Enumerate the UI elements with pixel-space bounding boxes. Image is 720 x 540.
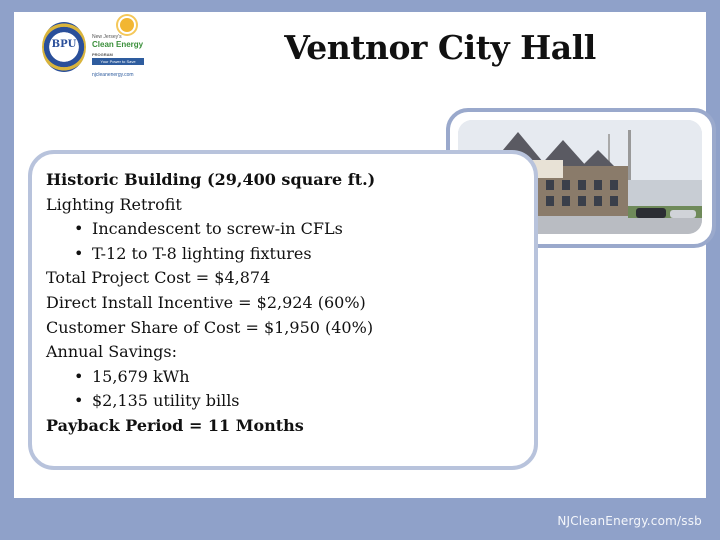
subitem-text: Incandescent to screw-in CFLs: [92, 219, 343, 239]
clean-energy-name: [92, 40, 143, 59]
body-subitem-kwh: [46, 365, 526, 390]
clean-energy-program-text: PROGRAM: [92, 52, 113, 57]
clean-energy-url: njcleanenergy.com: [92, 72, 134, 78]
bullet-icon: •: [74, 243, 84, 263]
subitem-text: $2,135 utility bills: [92, 391, 240, 411]
body-text: [46, 168, 526, 439]
body-line-annual-savings: Annual Savings:: [46, 342, 178, 362]
logo-group: [36, 14, 152, 84]
body-subitem-t8: [46, 242, 526, 267]
body-line-payback: Payback Period = 11 Months: [46, 415, 304, 435]
clean-energy-small-text: New Jersey's: [92, 34, 122, 40]
body-subitem-bills: [46, 389, 526, 414]
bpu-seal-logo: [42, 22, 86, 72]
bullet-icon: •: [74, 219, 84, 239]
body-line-customer-share: Customer Share of Cost = $1,950 (40%): [46, 317, 374, 337]
body-line-incentive: Direct Install Incentive = $2,924 (60%): [46, 292, 366, 312]
body-line-building: Historic Building (29,400 square ft.): [46, 170, 376, 189]
slide-title: Ventnor City Hall: [284, 28, 596, 67]
subitem-text: T-12 to T-8 lighting fixtures: [92, 243, 312, 263]
footer-url: NJCleanEnergy.com/ssb: [557, 514, 702, 528]
bullet-icon: •: [74, 366, 84, 386]
clean-energy-name-text: Clean Energy: [92, 40, 144, 49]
bpu-seal-text: BPU: [51, 39, 77, 50]
body-subitem-cfl: [46, 217, 526, 242]
clean-energy-tagline: Your Power to Save: [92, 58, 144, 65]
body-line-total-cost: Total Project Cost = $4,874: [46, 268, 271, 288]
bullet-icon: •: [74, 391, 84, 411]
sun-icon: [120, 18, 134, 32]
body-line-lighting-retrofit: Lighting Retrofit: [46, 194, 182, 214]
subitem-text: 15,679 kWh: [92, 366, 190, 386]
